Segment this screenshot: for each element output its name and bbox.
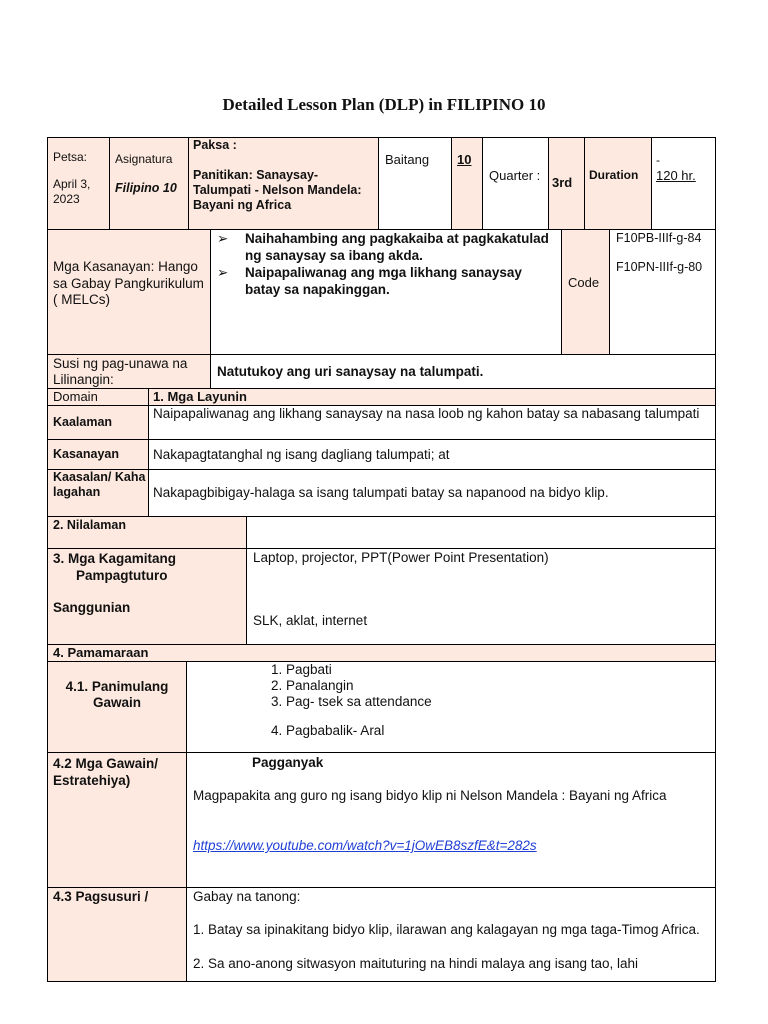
petsa-label: Petsa: xyxy=(53,150,88,164)
asignatura-label: Asignatura xyxy=(115,152,173,166)
code-label: Code xyxy=(568,275,600,290)
sanggunian-value: SLK, aklat, internet xyxy=(253,613,368,628)
layunin-heading: 1. Mga Layunin xyxy=(153,389,247,404)
kasanayan-label: Kasanayan xyxy=(53,447,120,461)
kasanayan-value: Nakapagtatanghal ng isang dagliang talumpati; at xyxy=(153,447,450,462)
panimula-step: 3. Pag- tsek sa attendance xyxy=(271,694,432,709)
melcs-list xyxy=(213,230,559,298)
kagamitan-label-line2: Pampagtuturo xyxy=(76,568,168,583)
baitang-value-bg xyxy=(451,137,482,229)
kagamitan-label-line1: 3. Mga Kagamitang xyxy=(53,551,177,566)
kagamitan-value: Laptop, projector, PPT(Power Point Presentation) xyxy=(253,550,549,565)
pagganyak-heading: Pagganyak xyxy=(252,755,324,770)
sanggunian-label: Sanggunian xyxy=(53,600,131,615)
kaalaman-value: Naipapaliwanag ang likhang sanaysay na nasa loob ng kahon batay sa nabasang talumpati xyxy=(153,406,700,421)
melcs-label: Mga Kasanayan: Hango sa Gabay Pangkurikulum ( MELCs) xyxy=(53,259,204,307)
codes-cell xyxy=(616,230,712,276)
code-value: F10PB-IIIf-g-84 xyxy=(616,231,702,245)
baitang-label: Baitang xyxy=(385,152,430,167)
kaasalan-value: Nakapagbibigay-halaga sa isang talumpati batay sa napanood na bidyo klip. xyxy=(153,485,609,500)
asignatura-cell xyxy=(115,152,187,196)
baitang-value: 10 xyxy=(457,152,472,167)
melc-item: ➢ Naipapaliwanag ang mga likhang sanaysay batay sa napakinggan. xyxy=(213,264,559,298)
kagamitan-label xyxy=(53,550,243,584)
kaalaman-label: Kaalaman xyxy=(53,415,113,429)
duration-value: 120 hr. xyxy=(656,168,696,183)
pamamaraan-label: 4. Pamamaraan xyxy=(53,645,149,660)
gawain-text: Magpapakita ang guro ng isang bidyo klip ni Nelson Mandela : Bayani ng Africa xyxy=(193,788,667,803)
gawain-label: 4.2 Mga Gawain/ Estratehiya) xyxy=(53,756,159,788)
panimula-label: 4.1. Panimulang Gawain xyxy=(65,679,169,710)
pagsusuri-label: 4.3 Pagsusuri / xyxy=(53,889,149,904)
gabay-question: 2. Sa ano-anong sitwasyon maituturing na hindi malaya ang isang tao, lahi xyxy=(193,956,639,971)
gabay-question: 1. Batay sa ipinakitang bidyo klip, ilarawan ang kalagayan ng mga taga-Timog Africa. xyxy=(193,922,700,937)
petsa-value: April 3, 2023 xyxy=(53,177,91,206)
quarter-value: 3rd xyxy=(552,175,573,190)
duration-label: Duration xyxy=(589,168,639,182)
duration-mark: - xyxy=(656,155,660,165)
panimula-step: 4. Pagbabalik- Aral xyxy=(271,723,385,738)
paksa-cell xyxy=(193,138,375,213)
panimula-step: 1. Pagbati xyxy=(271,662,332,677)
panimula-step: 2. Panalangin xyxy=(271,678,354,693)
gabay-heading: Gabay na tanong: xyxy=(193,889,301,904)
code-value: F10PN-IIIf-g-80 xyxy=(616,260,703,274)
asignatura-value: Filipino 10 xyxy=(115,181,177,195)
kaasalan-label: Kaasalan/ Kahalagahan xyxy=(53,470,146,499)
susi-label: Susi ng pag-unawa na Lilinangin: xyxy=(53,356,188,387)
quarter-label: Quarter : xyxy=(489,168,541,183)
domain-label: Domain xyxy=(53,389,98,404)
melc-item: ➢ Naihahambing ang pagkakaiba at pagkakatulad ng sanaysay sa ibang akda. xyxy=(213,230,559,264)
nilalaman-label: 2. Nilalaman xyxy=(53,518,126,532)
paksa-value: Panitikan: Sanaysay- Talumpati - Nelson Mandela: Bayani ng Africa xyxy=(193,168,362,212)
duration-bg xyxy=(584,137,651,229)
code-label-bg xyxy=(561,229,609,354)
video-link[interactable]: https://www.youtube.com/watch?v=1jOwEB8szfE&t=282s xyxy=(193,838,537,853)
panimula-steps xyxy=(271,662,711,739)
petsa-cell xyxy=(53,150,107,207)
susi-value: Natutukoy ang uri sanaysay na talumpati. xyxy=(217,364,484,379)
document-title: Detailed Lesson Plan (DLP) in FILIPINO 10 xyxy=(222,95,546,114)
paksa-label: Paksa : xyxy=(193,138,237,152)
